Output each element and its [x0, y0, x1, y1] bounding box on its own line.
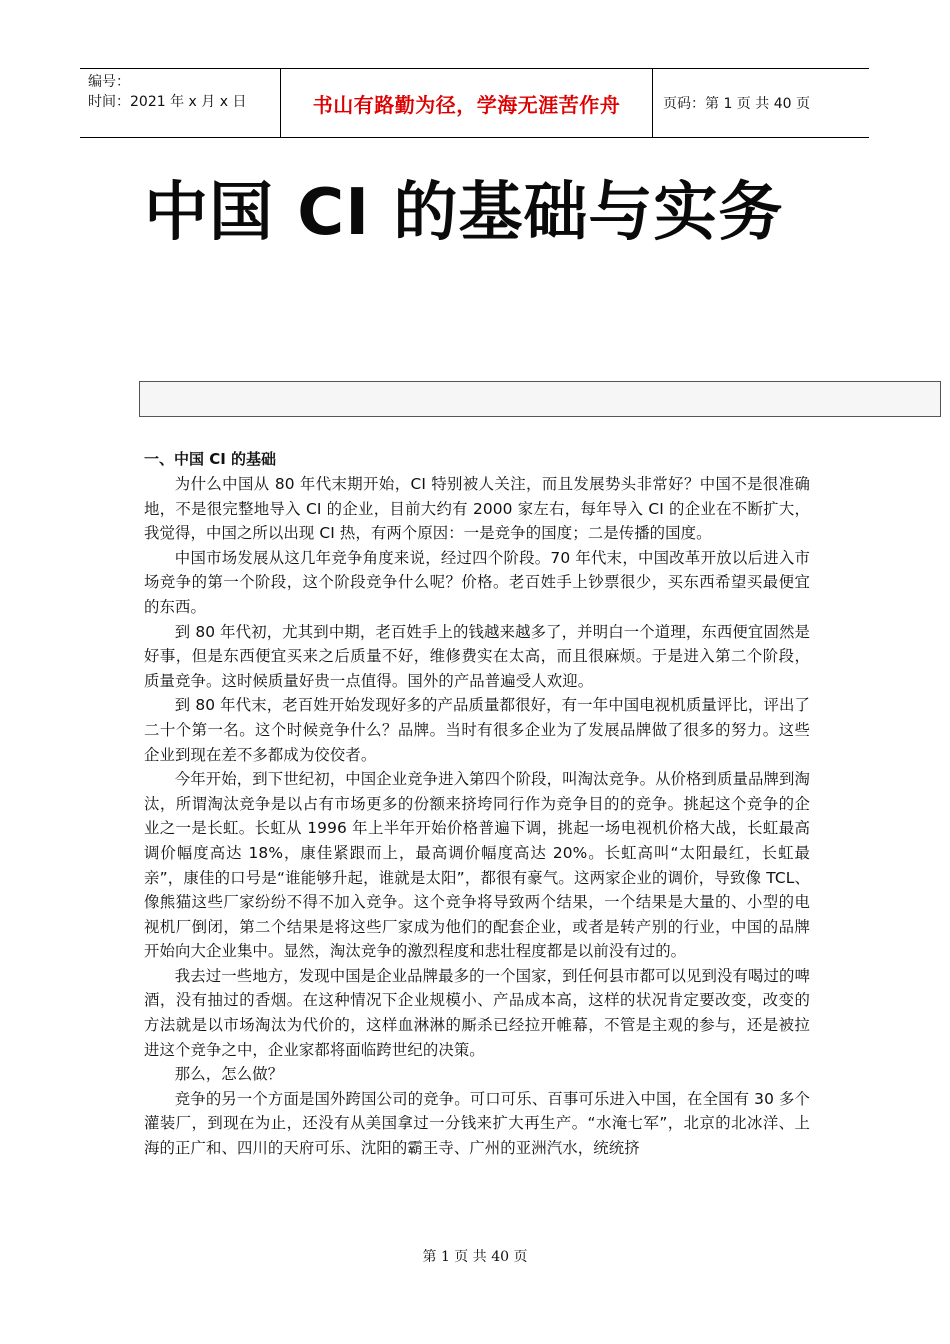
header-meta-cell [80, 69, 280, 137]
number-label: 编号： [88, 74, 130, 90]
page-info-text: 页码：第 1 页 共 40 页 [663, 96, 810, 112]
motto-cell [280, 69, 653, 137]
paragraph: 为什么中国从 80 年代末期开始，CI 特别被人关注，而且发展势头非常好？中国不是很准确地，不是很完整地导入 CI 的企业，目前大约有 2000 家左右，每年导入 CI 的企业在不断扩大，我觉得，中国之所以出现 CI 热，有两个原因：一是竞争的国度；二是传播的国度。 [144, 475, 810, 543]
date-label: 时间：2021 年 x 月 x 日 [88, 94, 247, 110]
paragraph: 到 80 年代末，老百姓开始发现好多的产品质量都很好，有一年中国电视机质量评比，评出了二十个第一名。这个时候竞争什么？品牌。当时有很多企业为了发展品牌做了很多的努力。这些企业到现在差不多都成为佼佼者。 [144, 696, 810, 764]
page-footer: 第 1 页 共 40 页 [422, 1249, 528, 1265]
document-body [144, 446, 810, 1161]
blank-text-box [139, 381, 941, 417]
document-title: 中国 CI 的基础与实务 [144, 176, 784, 250]
paragraph: 中国市场发展从这几年竞争角度来说，经过四个阶段。70 年代末，中国改革开放以后进入市场竞争的第一个阶段，这个阶段竞争什么呢？价格。老百姓手上钞票很少，买东西希望买最便宜的东西。 [144, 548, 810, 616]
paragraph: 那么，怎么做？ [174, 1065, 284, 1084]
paragraph: 到 80 年代初，尤其到中期，老百姓手上的钱越来越多了，并明白一个道理，东西便宜固然是好事，但是东西便宜买来之后质量不好，维修费实在太高，而且很麻烦。于是进入第二个阶段，质量竞争。这时候质量好贵一点值得。国外的产品普遍受人欢迎。 [144, 622, 810, 690]
section-heading: 一、中国 CI 的基础 [144, 450, 277, 468]
paragraph: 竞争的另一个方面是国外跨国公司的竞争。可口可乐、百事可乐进入中国，在全国有 30 多个灌装厂，到现在为止，还没有从美国拿过一分钱来扩大再生产。“水淹七军”，北京的北冰洋、上海的正广和、四川的天府可乐、沈阳的霸王寺、广州的亚洲汽水，统统挤 [144, 1089, 810, 1158]
paragraph: 我去过一些地方，发现中国是企业品牌最多的一个国家，到任何县市都可以见到没有喝过的啤酒，没有抽过的香烟。在这种情况下企业规模小、产品成本高，这样的状况肯定要改变，改变的方法就是以市场淘汰为代价的，这样血淋淋的厮杀已经拉开帷幕，不管是主观的参与，还是被拉进这个竞争之中，企业家都将面临跨世纪的决策。 [144, 966, 810, 1059]
document-header-table [80, 68, 869, 138]
motto-text: 书山有路勤为径，学海无涯苦作舟 [312, 92, 621, 117]
paragraph: 今年开始，到下世纪初，中国企业竞争进入第四个阶段，叫淘汰竞争。从价格到质量品牌到淘汰，所谓淘汰竞争是以占有市场更多的份额来挤垮同行作为竞争目的的竞争。挑起这个竞争的企业之一是长虹。长虹从 1996 年上半年开始价格普遍下调，挑起一场电视机价格大战，长虹最高调价幅度高达 18%，康佳紧跟而上，最高调价幅度高达 20%。长虹高叫“太阳最红，长虹最亲”，康佳的口号是“谁能够升起，谁就是太阳”，都很有豪气。这两家企业的调价，导致像 TCL、像熊猫这些厂家纷纷不得不加入竞争。这个竞争将导致两个结果，一个结果是大量的、小型的电视机厂倒闭，第二个结果是将这些厂家成为他们的配套企业，或者是转产别的行业，中国的品牌开始向大企业集中。显然，淘汰竞争的激烈程度和悲壮程度都是以前没有过的。 [144, 770, 810, 961]
page-info-cell [653, 69, 869, 137]
